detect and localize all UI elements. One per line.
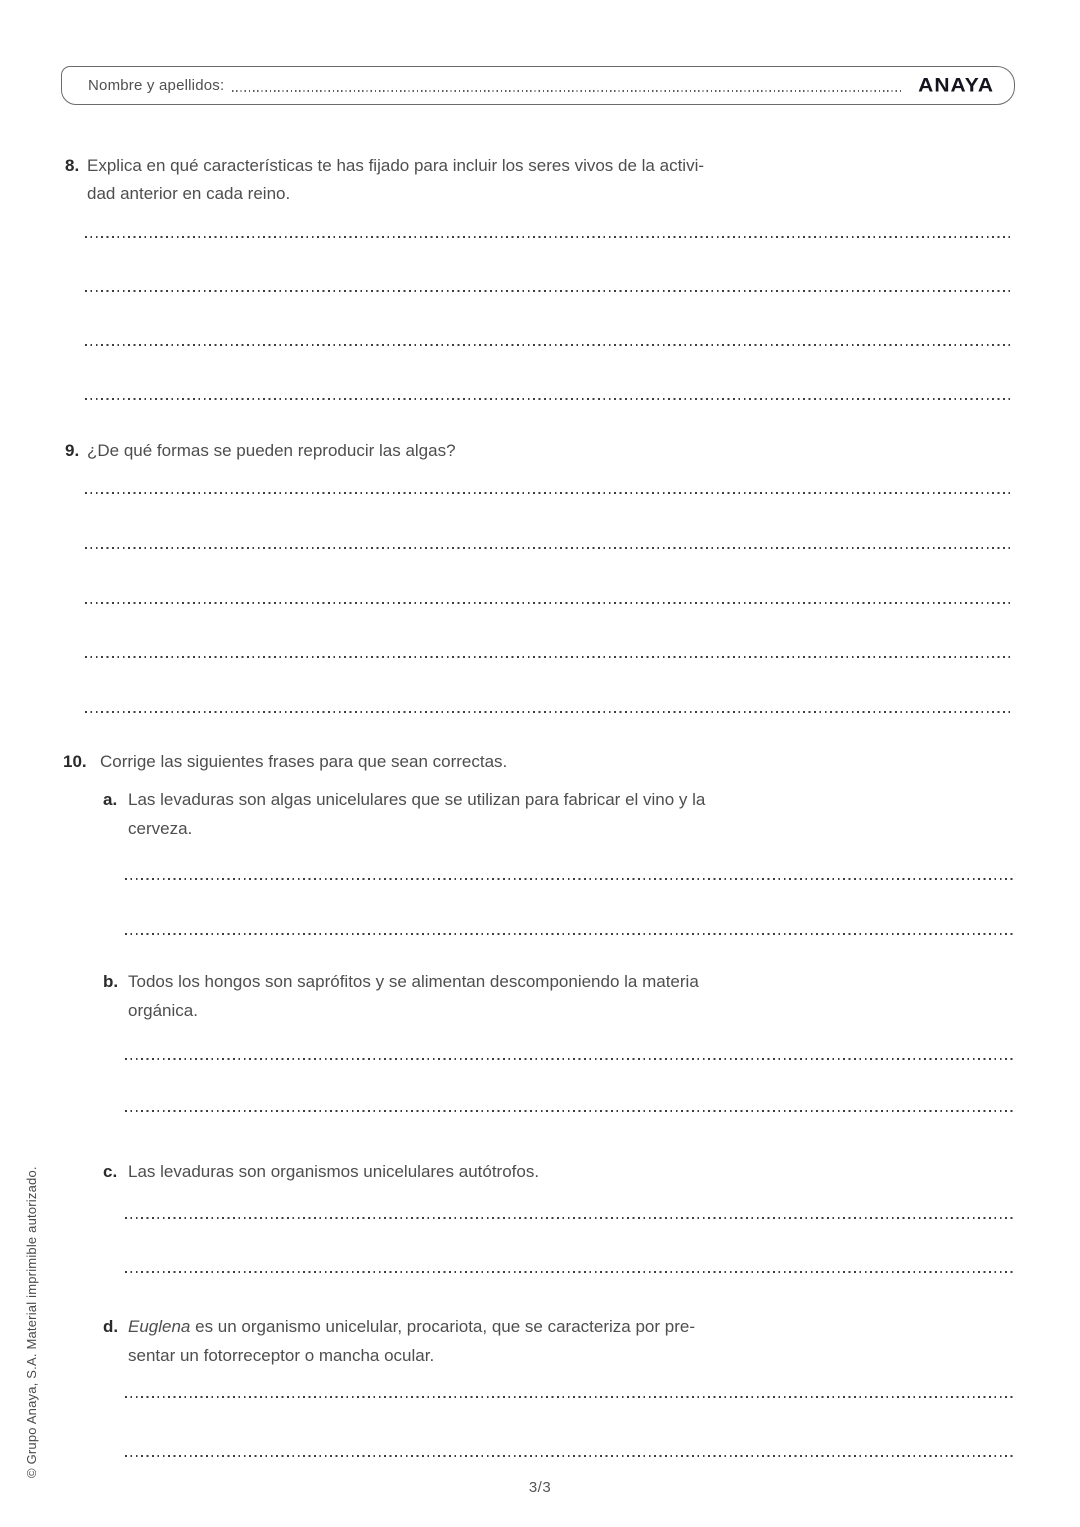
copyright-vertical-text: © Grupo Anaya, S.A. Material imprimible autorizado. [24, 1166, 39, 1478]
question-8-number: 8. [65, 156, 80, 175]
answer-line [85, 602, 1014, 604]
name-dotted-line [232, 90, 904, 92]
italic-euglena: Euglena [128, 1317, 191, 1336]
item-d-text [128, 1312, 695, 1370]
question-8-text-line-1: Explica en qué características te has fijado para incluir los seres vivos de la activi- [87, 156, 705, 175]
item-d-line1-rest: es un organismo unicelular, procariota, que se caracteriza por pre- [190, 1317, 695, 1336]
answer-line [85, 398, 1014, 400]
question-9 [65, 437, 456, 465]
anaya-logo: ANAYA [918, 74, 994, 96]
item-d-marker: d. [103, 1317, 119, 1336]
answer-line [125, 1455, 1014, 1457]
question-10-item-a [103, 785, 705, 843]
answer-line [85, 492, 1014, 494]
question-10-item-c [103, 1157, 539, 1186]
question-10-text: Corrige las siguientes frases para que sean correctas. [100, 752, 508, 771]
question-10-number: 10. [63, 752, 87, 771]
item-a-text-line-1: Las levaduras son algas unicelulares que se utilizan para fabricar el vino y la [128, 790, 706, 809]
question-8 [65, 152, 704, 208]
answer-line [125, 1396, 1014, 1398]
question-10-item-d [103, 1312, 695, 1370]
answer-line [125, 1217, 1014, 1219]
item-b-text-line-2: orgánica. [128, 1001, 198, 1020]
item-b-text-line-1: Todos los hongos son saprófitos y se alimentan descomponiendo la materia [128, 972, 699, 991]
item-c-text [128, 1157, 539, 1186]
answer-line [85, 656, 1014, 658]
question-9-text [87, 437, 456, 465]
question-8-text [87, 152, 704, 208]
answer-line [125, 1058, 1014, 1060]
item-a-text [128, 785, 705, 843]
item-a-marker: a. [103, 790, 118, 809]
answer-line [85, 344, 1014, 346]
question-10-item-b [103, 967, 699, 1025]
answer-line [125, 1110, 1014, 1112]
page-number: 3/3 [528, 1479, 552, 1496]
item-a-text-line-2: cerveza. [128, 819, 193, 838]
answer-line [85, 711, 1014, 713]
item-c-text-line-1: Las levaduras son organismos unicelulares autótrofos. [128, 1162, 540, 1181]
question-9-number: 9. [65, 441, 80, 460]
item-b-marker: b. [103, 972, 119, 991]
answer-line [125, 878, 1014, 880]
answer-line [125, 1271, 1014, 1273]
question-10 [63, 748, 507, 776]
answer-line [85, 547, 1014, 549]
item-d-text-line-1 [128, 1312, 695, 1341]
answer-line [85, 290, 1014, 292]
question-8-text-line-2: dad anterior en cada reino. [87, 184, 291, 203]
question-9-text-line-1: ¿De qué formas se pueden reproducir las algas? [87, 441, 456, 460]
answer-line [125, 933, 1014, 935]
name-field-box [61, 66, 1015, 105]
item-b-text [128, 967, 699, 1025]
item-d-text-line-2: sentar un fotorreceptor o mancha ocular. [128, 1346, 435, 1365]
answer-line [85, 236, 1014, 238]
name-label: Nombre y apellidos: [88, 77, 225, 94]
item-c-marker: c. [103, 1162, 118, 1181]
